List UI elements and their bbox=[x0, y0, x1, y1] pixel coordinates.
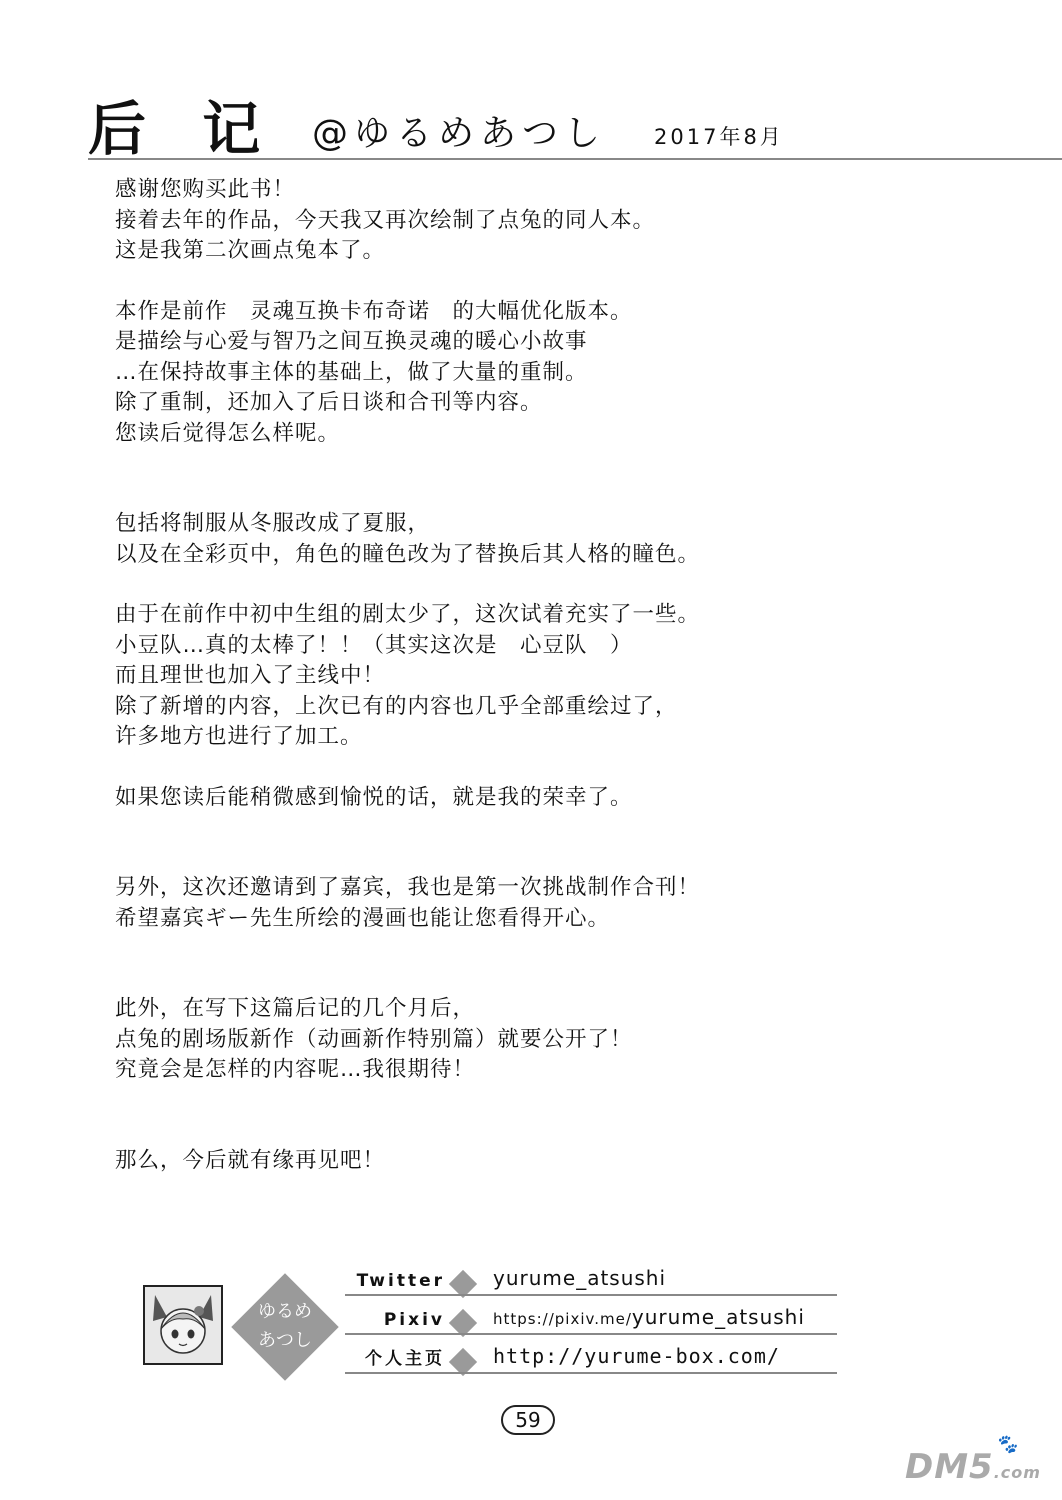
mascot-icon: 🐾 bbox=[995, 1434, 1019, 1455]
author-name-badge bbox=[230, 1272, 340, 1382]
text-line: 许多地方也进行了加工。 bbox=[115, 724, 363, 749]
text-line: 您读后觉得怎么样呢。 bbox=[115, 420, 341, 446]
text-line: 此外，在写下这篇后记的几个月后， bbox=[115, 996, 476, 1021]
afterword-body bbox=[115, 175, 875, 1176]
pixiv-link[interactable] bbox=[493, 1305, 805, 1329]
text-line: 如果您读后能稍微感到愉悦的话，就是我的荣幸了。 bbox=[115, 784, 633, 810]
chibi-portrait-illustration bbox=[145, 1287, 221, 1363]
publication-date: 2017年8月 bbox=[654, 125, 784, 149]
pixiv-row bbox=[345, 1299, 837, 1335]
twitter-label: Twitter bbox=[356, 1271, 445, 1291]
text-line: 以及在全彩页中，角色的瞳色改为了替换后其人格的瞳色。 bbox=[115, 541, 701, 567]
pixiv-url-prefix: https://pixiv.me/ bbox=[493, 1310, 632, 1328]
text-line: 接着去年的作品，今天我又再次绘制了点兔的同人本。 bbox=[115, 207, 656, 233]
homepage-url[interactable]: http://yurume-box.com/ bbox=[493, 1344, 780, 1368]
site-watermark bbox=[905, 1434, 1041, 1487]
text-line: 另外，这次还邀请到了嘉宾，我也是第一次挑战制作合刊！ bbox=[115, 875, 701, 900]
text-line: 小豆队…真的太棒了！！（其实这次是 心豆队 ） bbox=[115, 632, 633, 658]
text-line: 而且理世也加入了主线中！ bbox=[115, 663, 386, 688]
paragraph bbox=[115, 994, 875, 1086]
header-divider bbox=[88, 158, 1062, 160]
text-line: 那么，今后就有缘再见吧！ bbox=[115, 1147, 386, 1173]
text-line: 除了重制，还加入了后日谈和合刊等内容。 bbox=[115, 390, 543, 415]
paragraph bbox=[115, 175, 875, 267]
paragraph bbox=[115, 509, 875, 570]
homepage-row bbox=[345, 1338, 837, 1374]
pixiv-url-user: yurume_atsushi bbox=[631, 1305, 805, 1329]
text-line: 由于在前作中初中生组的剧太少了，这次试着充实了一些。 bbox=[115, 602, 701, 627]
text-line: 这是我第二次画点兔本了。 bbox=[115, 238, 386, 263]
watermark-logo: DM5 bbox=[905, 1447, 994, 1487]
paragraph bbox=[115, 873, 875, 934]
author-avatar bbox=[143, 1285, 223, 1365]
text-line: 是描绘与心爱与智乃之间互换灵魂的暖心小故事 bbox=[115, 329, 588, 354]
paragraph bbox=[115, 297, 875, 450]
text-line: 本作是前作 灵魂互换卡布奇诺 的大幅优化版本。 bbox=[115, 298, 633, 324]
paragraph bbox=[115, 1146, 875, 1177]
text-line: 包括将制服从冬服改成了夏服， bbox=[115, 511, 431, 536]
paragraph bbox=[115, 783, 875, 814]
text-line: 点兔的剧场版新作（动画新作特别篇）就要公开了！ bbox=[115, 1026, 633, 1052]
author-handle: @ゆるめあつし bbox=[312, 113, 607, 154]
author-name-line: ゆるめ bbox=[258, 1301, 312, 1322]
twitter-handle[interactable]: yurume_atsushi bbox=[493, 1266, 667, 1290]
afterword-title: 后 记 bbox=[88, 95, 279, 163]
author-name-line: あつし bbox=[258, 1330, 312, 1351]
text-line: 究竟会是怎样的内容呢…我很期待！ bbox=[115, 1057, 476, 1082]
text-line: 希望嘉宾ギー先生所绘的漫画也能让您看得开心。 bbox=[115, 905, 611, 931]
watermark-suffix: .com bbox=[993, 1463, 1041, 1482]
twitter-row bbox=[345, 1260, 837, 1296]
text-line: …在保持故事主体的基础上，做了大量的重制。 bbox=[115, 359, 588, 385]
homepage-label: 个人主页 bbox=[365, 1349, 445, 1369]
text-line: 除了新增的内容，上次已有的内容也几乎全部重绘过了， bbox=[115, 693, 678, 719]
pixiv-label: Pixiv bbox=[383, 1310, 445, 1330]
page-number: 59 bbox=[501, 1405, 555, 1435]
text-line: 感谢您购买此书！ bbox=[115, 177, 296, 202]
paragraph bbox=[115, 600, 875, 753]
